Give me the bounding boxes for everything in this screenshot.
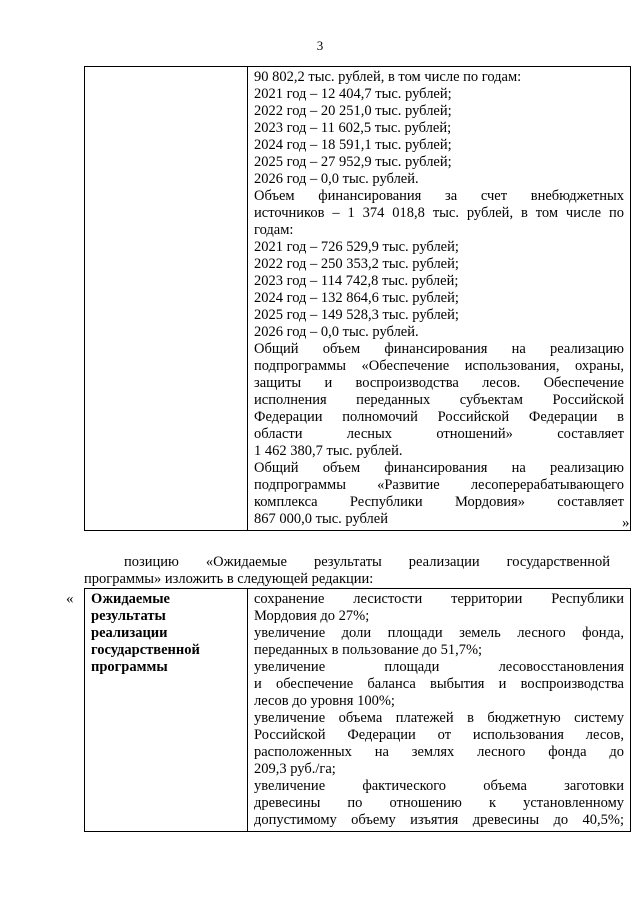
expected-results-content-cell <box>248 589 631 832</box>
financing-text-line: 2022 год – 20 251,0 тыс. рублей; <box>254 103 452 119</box>
expected-result-line: и обеспечение баланса выбытия и воспроизводства <box>254 676 624 692</box>
closing-quote: » <box>622 515 630 531</box>
expected-result-line: Мордовия до 27%; <box>254 608 370 624</box>
financing-text-line: 1 462 380,7 тыс. рублей. <box>254 443 403 459</box>
financing-text-line: подпрограммы «Обеспечение использования, охраны, <box>254 358 624 374</box>
expected-result-line: увеличение доли площади земель лесного фонда, <box>254 625 624 641</box>
financing-text-line: Общий объем финансирования на реализацию <box>254 460 624 476</box>
expected-results-label-cell <box>85 589 248 832</box>
expected-result-line: древесины по отношению к установленному <box>254 795 624 811</box>
financing-text-line: 2025 год – 149 528,3 тыс. рублей; <box>254 307 459 323</box>
expected-result-line: увеличение объема платежей в бюджетную систему <box>254 710 624 726</box>
financing-text-line: 2023 год – 114 742,8 тыс. рублей; <box>254 273 459 289</box>
expected-result-line: расположенных на землях лесного фонда до <box>254 744 624 760</box>
financing-text-line: 2021 год – 12 404,7 тыс. рублей; <box>254 86 452 102</box>
financing-table <box>84 66 631 531</box>
expected-result-line: допустимому объему изъятия древесины до 40,5%; <box>254 812 624 828</box>
financing-content-cell <box>248 67 631 531</box>
financing-text-line: 2024 год – 18 591,1 тыс. рублей; <box>254 137 452 153</box>
financing-text-line: годам: <box>254 222 294 238</box>
label-line: программы <box>91 659 168 675</box>
financing-text-line: Федерации полномочий Российской Федерации в <box>254 409 624 425</box>
financing-text-line: 2022 год – 250 353,2 тыс. рублей; <box>254 256 459 272</box>
financing-text-line: защиты и воспроизводства лесов. Обеспечение <box>254 375 624 391</box>
expected-result-line: лесов до уровня 100%; <box>254 693 395 709</box>
financing-label-cell <box>85 67 248 531</box>
page-number: 3 <box>316 38 324 53</box>
financing-text-line: 2024 год – 132 864,6 тыс. рублей; <box>254 290 459 306</box>
financing-text-line: подпрограммы «Развитие лесоперерабатывающего <box>254 477 624 493</box>
expected-result-line: 209,3 руб./га; <box>254 761 336 777</box>
label-line: результаты <box>91 608 166 624</box>
financing-text-line: 2026 год – 0,0 тыс. рублей. <box>254 324 419 340</box>
expected-result-line: сохранение лесистости территории Республики <box>254 591 624 607</box>
financing-text-line: 867 000,0 тыс. рублей <box>254 511 388 527</box>
financing-text-line: источников – 1 374 018,8 тыс. рублей, в том числе по <box>254 205 624 221</box>
label-line: государственной <box>91 642 200 658</box>
instruction-paragraph <box>84 554 610 588</box>
financing-text-line: 2023 год – 11 602,5 тыс. рублей; <box>254 120 452 136</box>
expected-result-line: Российской Федерации от использования лесов, <box>254 727 624 743</box>
financing-text-line: области лесных отношений» составляет <box>254 426 624 442</box>
financing-text-line: Объем финансирования за счет внебюджетных <box>254 188 624 204</box>
financing-text-line: Общий объем финансирования на реализацию <box>254 341 624 357</box>
financing-text-line: 90 802,2 тыс. рублей, в том числе по годам: <box>254 69 522 85</box>
label-line: Ожидаемые <box>91 591 170 607</box>
expected-results-table <box>84 588 631 832</box>
expected-result-line: увеличение фактического объема заготовки <box>254 778 624 794</box>
financing-text-line: 2021 год – 726 529,9 тыс. рублей; <box>254 239 459 255</box>
instruction-line-2: программы» изложить в следующей редакции: <box>84 571 374 587</box>
expected-result-line: увеличение площади лесовосстановления <box>254 659 624 675</box>
financing-text-line: комплекса Республики Мордовия» составляет <box>254 494 624 510</box>
opening-quote: « <box>66 591 74 607</box>
label-line: реализации <box>91 625 168 641</box>
financing-text-line: 2026 год – 0,0 тыс. рублей. <box>254 171 419 187</box>
instruction-line-1: позицию «Ожидаемые результаты реализации государственной <box>124 554 610 570</box>
financing-text-line: 2025 год – 27 952,9 тыс. рублей; <box>254 154 452 170</box>
expected-result-line: переданных в пользование до 51,7%; <box>254 642 483 658</box>
financing-text-line: исполнения переданных субъектам Российской <box>254 392 624 408</box>
